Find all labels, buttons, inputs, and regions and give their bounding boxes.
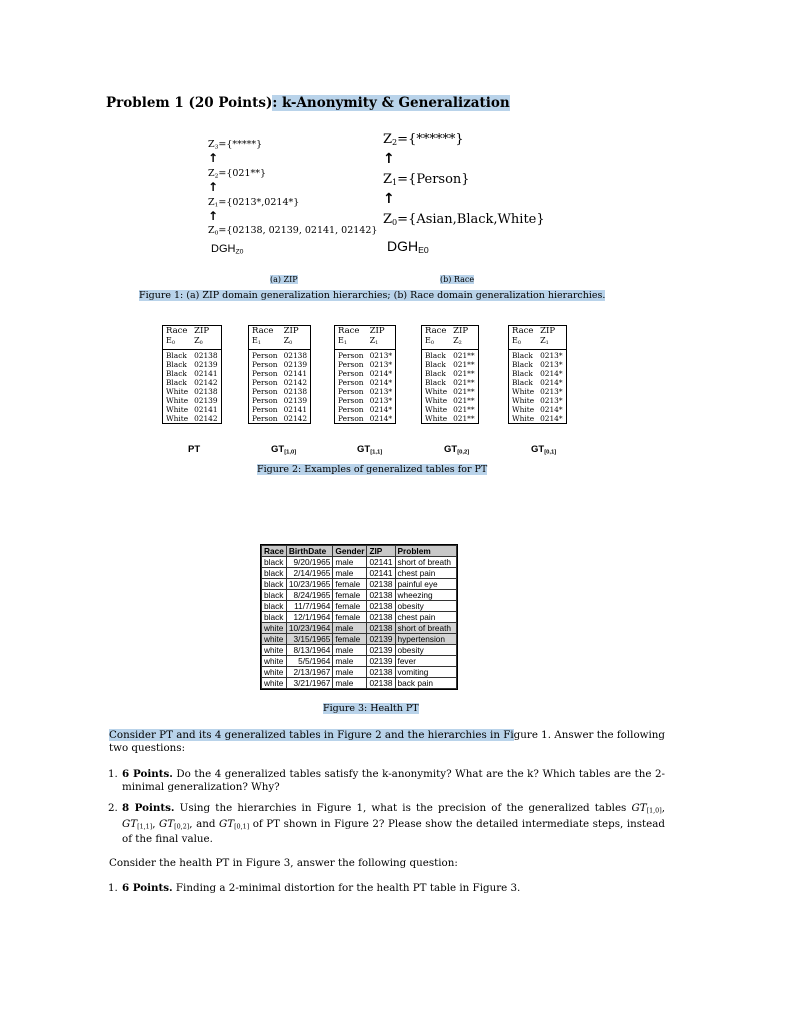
table-cell: wheezing <box>395 590 456 601</box>
table-cell: 3/21/1967 <box>286 678 333 689</box>
zip-subcaption: (a) ZIP <box>270 275 298 284</box>
table-row: Black 0214* <box>512 369 563 379</box>
problem-title <box>106 95 510 111</box>
table-cell: black <box>262 557 287 568</box>
table-cell: white <box>262 623 287 634</box>
table-row: White 02139 <box>166 396 218 406</box>
table-row: Person 02139 <box>252 396 308 406</box>
zip-level-1: $Z_1=\{0213*,0214*\}$ <box>208 197 300 209</box>
health-table-grid <box>261 545 457 689</box>
table-row: White 0213* <box>512 396 563 406</box>
table-gt-1-1 <box>334 325 396 424</box>
table-row: Black 0213* <box>512 351 563 361</box>
zip-dgh-label: $DGH_{Z0}$ <box>211 243 244 256</box>
table-gt-0-1 <box>508 325 567 424</box>
table-row: Person 0213* <box>338 396 393 406</box>
table-row: Person 0214* <box>338 414 393 424</box>
table-cell: 02141 <box>367 557 395 568</box>
table-row: Black 02142 <box>166 378 218 388</box>
table-row <box>262 645 457 656</box>
gt-1-1-symbol: $GT_{[1,1]}$ <box>122 817 153 831</box>
gt-1-0-symbol: $GT_{[1,0]}$ <box>631 802 662 815</box>
question-2: 2. 8 Points. Using the hierarchies in Figure 1, what is the precision of the generalized tables $GT_{[1,0]}$, $GT_{[1,1]}$, $GT_{[0,2]}$, and $GT_{[0,1]}$ of PT shown in Figure 2? Please show the detailed intermediate steps, instead of the final value. <box>108 802 666 846</box>
gt-0-2-symbol: $GT_{[0,2]}$ <box>159 817 190 831</box>
table-cell: obesity <box>395 601 456 612</box>
table-cell: black <box>262 601 287 612</box>
table-row <box>262 568 457 579</box>
table-row: Person 0214* <box>338 405 393 415</box>
table-row: Person 02141 <box>252 405 308 415</box>
table-cell: chest pain <box>395 612 456 623</box>
table-cell: 10/23/1965 <box>286 579 333 590</box>
table-cell: hypertension <box>395 634 456 645</box>
table-row: Black 021** <box>425 351 475 361</box>
zip-level-0: $Z_0=\{02138$, 02139, 02141, 02142} <box>208 225 378 237</box>
intro-rest: gure 1. Answer the following two questions: <box>109 729 665 754</box>
table-row: White 0214* <box>512 405 563 415</box>
table-row: White 0213* <box>512 387 563 397</box>
health-table <box>260 544 458 690</box>
table-cell: 9/20/1965 <box>286 557 333 568</box>
table-row <box>262 623 457 634</box>
table-row: White 02142 <box>166 414 218 424</box>
table-cell: white <box>262 645 287 656</box>
table-cell: black <box>262 568 287 579</box>
table-cell: 2/14/1965 <box>286 568 333 579</box>
table-cell: male <box>333 678 367 689</box>
table-row: White 021** <box>425 405 475 415</box>
table-cell: male <box>333 557 367 568</box>
table-row: White 021** <box>425 387 475 397</box>
race-arrow-up-icon: ↑ <box>383 151 395 167</box>
figure1-caption: Figure 1: (a) ZIP domain generalization hierarchies; (b) Race domain generalization hierarchies. <box>139 290 606 301</box>
table-cell: male <box>333 656 367 667</box>
table-cell: male <box>333 667 367 678</box>
race-level-2: $Z_2=\{******\}$ <box>383 132 464 147</box>
table-row: Black 02141 <box>166 369 218 379</box>
health-header-birthdate: BirthDate <box>286 546 333 557</box>
table-row <box>262 612 457 623</box>
table-cell: 8/13/1964 <box>286 645 333 656</box>
table-row: Person 0213* <box>338 351 393 361</box>
table-gt-0-2 <box>421 325 479 424</box>
table-cell: back pain <box>395 678 456 689</box>
table-row <box>262 601 457 612</box>
table-row: Person 02141 <box>252 369 308 379</box>
table-cell: obesity <box>395 645 456 656</box>
table-gt-0-1-grid: Race ZIP $E_0$ $Z_1$ Black 0213* Black 0213* Black 0214* Black 0214* White 0213* White 0213* White 0214* White 0214* <box>509 326 566 423</box>
table-cell: fever <box>395 656 456 667</box>
question-2-and: and <box>196 817 216 830</box>
table-cell: male <box>333 568 367 579</box>
table-cell: 02139 <box>367 634 395 645</box>
table-row: White 02138 <box>166 387 218 397</box>
table-row: Person 02142 <box>252 378 308 388</box>
table-cell: chest pain <box>395 568 456 579</box>
table-cell: vomiting <box>395 667 456 678</box>
table-cell: black <box>262 590 287 601</box>
zip-level-3: $Z_3=\{*****\}$ <box>208 139 263 151</box>
intro-paragraph <box>109 729 665 755</box>
zip-arrow-up-icon: ↑ <box>208 151 219 165</box>
table-row: Black 021** <box>425 378 475 388</box>
question-2-text-b: of PT shown in Figure 2? Please show the detailed intermediate steps, instead of the final value. <box>122 817 666 846</box>
table-cell: black <box>262 612 287 623</box>
health-header-problem: Problem <box>395 546 456 557</box>
zip-level-2: $Z_2=\{021**\}$ <box>208 168 267 180</box>
table-row: Black 02138 <box>166 351 218 361</box>
question-1-number: 1. <box>108 768 118 780</box>
table-cell: black <box>262 579 287 590</box>
table-cell: 3/15/1965 <box>286 634 333 645</box>
question-2-text-a: Using the hierarchies in Figure 1, what is the precision of the generalized tables <box>179 802 627 814</box>
table-row: Black 0214* <box>512 378 563 388</box>
table-cell: 12/1/1964 <box>286 612 333 623</box>
table-pt-grid: Race ZIP $E_0$ $Z_0$ Black 02138 Black 02139 Black 02141 Black 02142 White 02138 White 02139 White 02141 White 02142 <box>163 326 221 423</box>
health-header-zip: ZIP <box>367 546 395 557</box>
table-row: Black 021** <box>425 369 475 379</box>
table-cell: short of breath <box>395 557 456 568</box>
table-row: White 0214* <box>512 414 563 424</box>
table-cell: female <box>333 579 367 590</box>
table-gt-1-0 <box>248 325 311 424</box>
table-cell: white <box>262 656 287 667</box>
table-cell: white <box>262 667 287 678</box>
question-2-number: 2. <box>108 802 118 814</box>
table-cell: male <box>333 645 367 656</box>
table-cell: female <box>333 590 367 601</box>
table-row <box>262 656 457 667</box>
table-row: Person 02138 <box>252 387 308 397</box>
table-cell: 02138 <box>367 601 395 612</box>
race-arrow-up-icon: ↑ <box>383 191 395 207</box>
table-gt-0-2-label: $GT_{[0,2]}$ <box>444 444 470 456</box>
table-row: Black 0213* <box>512 360 563 370</box>
health-header-gender: Gender <box>333 546 367 557</box>
gt-0-1-symbol: $GT_{[0,1]}$ <box>218 817 250 831</box>
table-cell: 5/5/1964 <box>286 656 333 667</box>
table-row: Black 02139 <box>166 360 218 370</box>
race-level-1: $Z_1=\{Person\}$ <box>383 172 470 187</box>
table-row: Person 02138 <box>252 351 308 361</box>
table-row: Black 021** <box>425 360 475 370</box>
table-row <box>262 579 457 590</box>
table-row <box>262 634 457 645</box>
table-row <box>262 557 457 568</box>
table-row <box>262 667 457 678</box>
table-row: Person 0214* <box>338 378 393 388</box>
table-cell: 8/24/1965 <box>286 590 333 601</box>
table-gt-1-0-grid: Race ZIP $E_1$ $Z_0$ Person 02138 Person 02139 Person 02141 Person 02142 Person 02138 Person 02139 Person 02141 Person 02142 <box>249 326 310 423</box>
table-cell: 02139 <box>367 656 395 667</box>
problem-title-prefix: Problem 1 (20 Points) <box>106 95 273 111</box>
table-row: Person 0213* <box>338 360 393 370</box>
table-gt-0-2-grid: Race ZIP $E_0$ $Z_2$ Black 021** Black 021** Black 021** Black 021** White 021** White 021** White 021** White 021** <box>422 326 478 423</box>
table-cell: female <box>333 601 367 612</box>
table-cell: 2/13/1967 <box>286 667 333 678</box>
figure2-caption: Figure 2: Examples of generalized tables for PT <box>257 464 488 475</box>
zip-arrow-up-icon: ↑ <box>208 180 219 194</box>
question-health-1-points: 6 Points. <box>122 882 173 894</box>
question-1-points: 6 Points. <box>122 768 173 780</box>
question-2-points: 8 Points. <box>122 802 175 814</box>
table-cell: painful eye <box>395 579 456 590</box>
table-gt-0-1-label: $GT_{[0,1]}$ <box>531 444 557 456</box>
table-gt-1-1-grid: Race ZIP $E_1$ $Z_1$ Person 0213* Person 0213* Person 0214* Person 0214* Person 0213* Person 0213* Person 0214* Person 0214* <box>335 326 395 423</box>
table-cell: 10/23/1964 <box>286 623 333 634</box>
health-header-race: Race <box>262 546 287 557</box>
table-row: White 02141 <box>166 405 218 415</box>
table-row <box>262 590 457 601</box>
intro-highlight: Consider PT and its 4 generalized tables in Figure 2 and the hierarchies in Fi <box>109 729 514 741</box>
table-cell: 02138 <box>367 678 395 689</box>
table-cell: white <box>262 678 287 689</box>
question-health-1-text: Finding a 2-minimal distortion for the health PT table in Figure 3. <box>175 882 521 894</box>
question-health-1 <box>108 882 665 895</box>
table-cell: 02138 <box>367 667 395 678</box>
health-intro-paragraph: Consider the health PT in Figure 3, answer the following question: <box>109 857 458 869</box>
race-subcaption: (b) Race <box>440 275 475 284</box>
table-cell: short of breath <box>395 623 456 634</box>
table-row: Person 0214* <box>338 369 393 379</box>
table-gt-1-0-label: $GT_{[1,0]}$ <box>271 444 297 456</box>
table-cell: 11/7/1964 <box>286 601 333 612</box>
table-cell: 02139 <box>367 645 395 656</box>
question-1-text: Do the 4 generalized tables satisfy the k-anonymity? What are the k? Which tables are the 2-minimal generalization? Why? <box>122 768 665 793</box>
table-row: Person 0213* <box>338 387 393 397</box>
table-gt-1-1-label: $GT_{[1,1]}$ <box>357 444 383 456</box>
table-row: White 021** <box>425 414 475 424</box>
race-dgh-label: $DGH_{E0}$ <box>387 238 429 256</box>
figure3-caption: Figure 3: Health PT <box>323 703 419 714</box>
table-pt-label: PT <box>188 444 201 455</box>
problem-title-highlight: : k-Anonymity & Generalization <box>272 95 510 111</box>
table-cell: 02138 <box>367 612 395 623</box>
table-cell: white <box>262 634 287 645</box>
table-cell: 02138 <box>367 590 395 601</box>
table-cell: 02141 <box>367 568 395 579</box>
table-pt <box>162 325 222 424</box>
table-row: White 021** <box>425 396 475 406</box>
race-level-0: $Z_0=\{Asian,Black,White\}$ <box>383 212 545 227</box>
table-cell: 02138 <box>367 623 395 634</box>
table-cell: male <box>333 623 367 634</box>
table-cell: female <box>333 612 367 623</box>
table-row: Person 02139 <box>252 360 308 370</box>
table-row: Person 02142 <box>252 414 308 424</box>
table-cell: 02138 <box>367 579 395 590</box>
question-1 <box>108 768 665 794</box>
table-row <box>262 678 457 689</box>
question-health-1-number: 1. <box>108 882 118 894</box>
table-cell: female <box>333 634 367 645</box>
zip-arrow-up-icon: ↑ <box>208 209 219 223</box>
